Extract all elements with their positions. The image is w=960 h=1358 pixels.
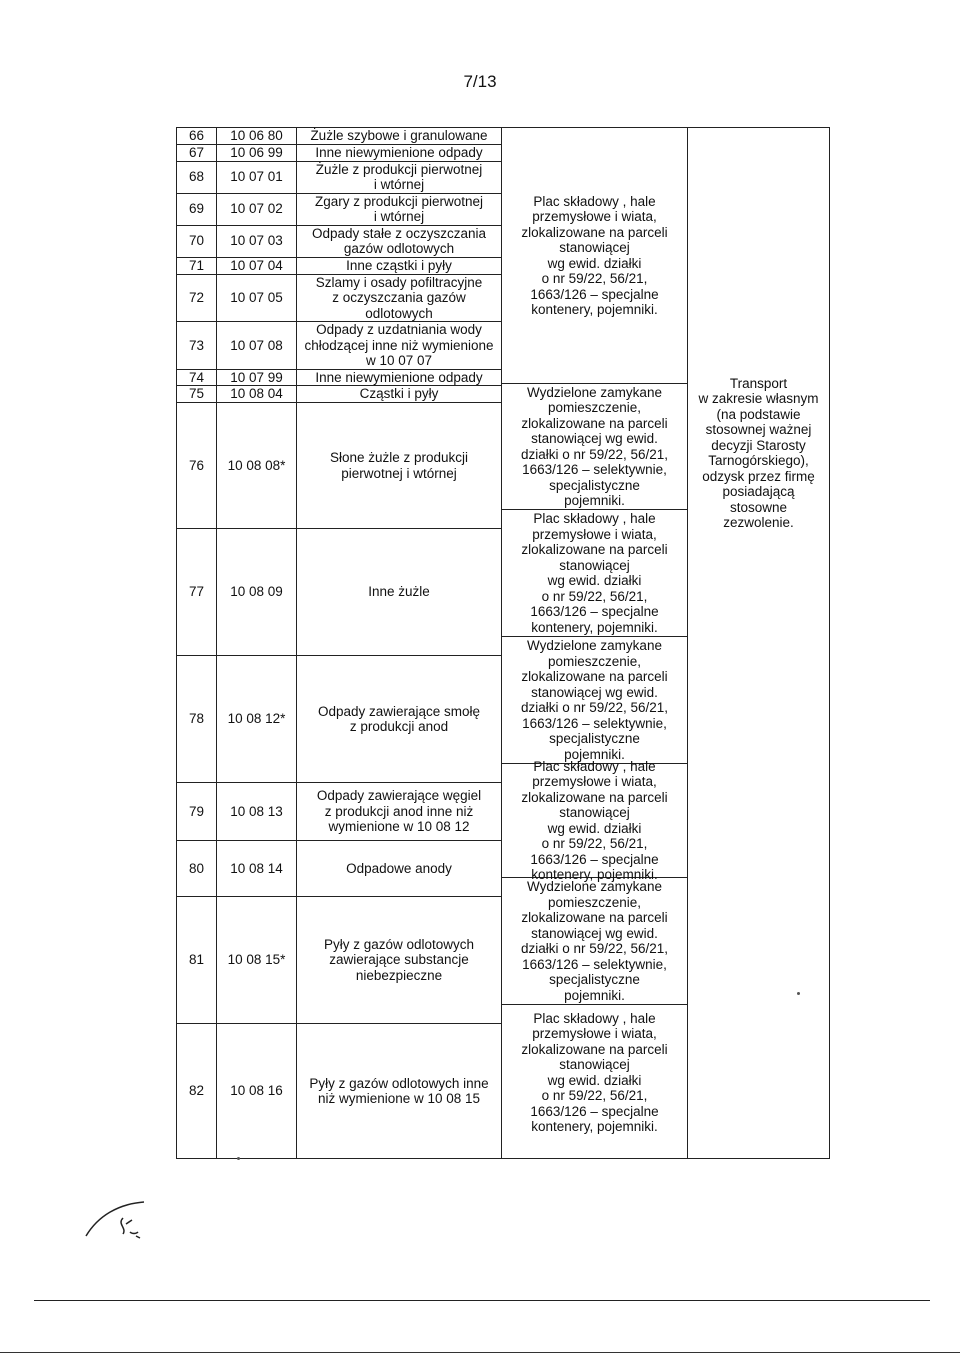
storage-method: Plac składowy , hale przemysłowe i wiata, zlokalizowane na parceli stanowiącej wg ewid. działki o nr 59/22, 56/21, 1663/126 – specjalne kontenery, pojemniki.	[502, 128, 687, 384]
waste-code: 10 08 04	[217, 386, 297, 403]
storage-column	[502, 128, 688, 1159]
waste-code: 10 07 03	[217, 225, 297, 257]
waste-name: Słone żużle z produkcji pierwotnej i wtórnej	[297, 403, 502, 529]
speck	[797, 992, 800, 995]
row-number: 77	[177, 529, 217, 656]
row-number: 79	[177, 783, 217, 841]
waste-table	[176, 127, 830, 1159]
waste-name: Pyły z gazów odlotowych inne niż wymienione w 10 08 15	[297, 1024, 502, 1159]
row-number: 75	[177, 386, 217, 403]
waste-name: Inne cząstki i pyły	[297, 257, 502, 274]
row-number: 69	[177, 193, 217, 225]
storage-method: Plac składowy , hale przemysłowe i wiata, zlokalizowane na parceli stanowiącej wg ewid. działki o nr 59/22, 56/21, 1663/126 – specjalne kontenery, pojemniki.	[502, 510, 687, 637]
page-edge-rule	[0, 1352, 960, 1353]
waste-code: 10 07 99	[217, 369, 297, 386]
waste-code: 10 07 08	[217, 322, 297, 370]
waste-name: Szlamy i osady pofiltracyjne z oczyszczania gazów odlotowych	[297, 274, 502, 322]
waste-code: 10 07 02	[217, 193, 297, 225]
waste-name: Zgary z produkcji pierwotnej i wtórnej	[297, 193, 502, 225]
speck	[237, 1157, 240, 1160]
storage-method: Wydzielone zamykane pomieszczenie, zlokalizowane na parceli stanowiącej wg ewid. działki o nr 59/22, 56/21, 1663/126 – selektywnie, specjalistyczne pojemniki.	[502, 384, 687, 510]
waste-code: 10 08 13	[217, 783, 297, 841]
row-number: 76	[177, 403, 217, 529]
waste-name: Odpady z uzdatniania wody chłodzącej inne niż wymienione w 10 07 07	[297, 322, 502, 370]
waste-name: Odpady zawierające węgiel z produkcji anod inne niż wymienione w 10 08 12	[297, 783, 502, 841]
row-number: 66	[177, 128, 217, 145]
row-number: 72	[177, 274, 217, 322]
waste-name: Pyły z gazów odlotowych zawierające substancje niebezpieczne	[297, 897, 502, 1024]
transport-info: Transport w zakresie własnym (na podstawie stosownej ważnej decyzji Starosty Tarnogórskiego), odzysk przez firmę posiadającą stosowne zezwolenie.	[688, 128, 830, 1159]
waste-code: 10 08 12*	[217, 656, 297, 783]
signature	[78, 1196, 158, 1246]
table-row	[177, 128, 830, 145]
waste-code: 10 07 05	[217, 274, 297, 322]
waste-code: 10 08 16	[217, 1024, 297, 1159]
row-number: 81	[177, 897, 217, 1024]
storage-method: Plac składowy , hale przemysłowe i wiata, zlokalizowane na parceli stanowiącej wg ewid. działki o nr 59/22, 56/21, 1663/126 – specjalne kontenery, pojemniki.	[521, 1010, 668, 1134]
waste-code: 10 07 04	[217, 257, 297, 274]
waste-code: 10 08 15*	[217, 897, 297, 1024]
row-number: 78	[177, 656, 217, 783]
page-number: 7/13	[463, 72, 497, 91]
row-number: 71	[177, 257, 217, 274]
waste-name: Żużle szybowe i granulowane	[297, 128, 502, 145]
storage-method: Plac składowy , hale przemysłowe i wiata, zlokalizowane na parceli stanowiącej wg ewid. działki o nr 59/22, 56/21, 1663/126 – specjalne kontenery, pojemniki.	[502, 764, 687, 878]
row-number: 67	[177, 144, 217, 161]
row-number: 73	[177, 322, 217, 370]
waste-code: 10 07 01	[217, 161, 297, 193]
waste-name: Cząstki i pyły	[297, 386, 502, 403]
waste-code: 10 06 99	[217, 144, 297, 161]
waste-name: Inne niewymienione odpady	[297, 144, 502, 161]
waste-code: 10 06 80	[217, 128, 297, 145]
waste-code: 10 08 14	[217, 841, 297, 897]
waste-name: Inne żużle	[297, 529, 502, 656]
row-number: 70	[177, 225, 217, 257]
row-number: 80	[177, 841, 217, 897]
storage-method: Wydzielone zamykane pomieszczenie, zlokalizowane na parceli stanowiącej wg ewid. działki o nr 59/22, 56/21, 1663/126 – selektywnie, specjalistyczne pojemniki.	[502, 637, 687, 764]
footer-rule	[34, 1300, 930, 1301]
waste-code: 10 08 09	[217, 529, 297, 656]
waste-code: 10 08 08*	[217, 403, 297, 529]
waste-name: Inne niewymienione odpady	[297, 369, 502, 386]
row-number: 74	[177, 369, 217, 386]
row-number: 82	[177, 1024, 217, 1159]
waste-name: Odpadowe anody	[297, 841, 502, 897]
row-number: 68	[177, 161, 217, 193]
storage-method: Wydzielone zamykane pomieszczenie, zlokalizowane na parceli stanowiącej wg ewid. działki o nr 59/22, 56/21, 1663/126 – selektywnie, specjalistyczne pojemniki.	[502, 878, 687, 1005]
waste-name: Żużle z produkcji pierwotnej i wtórnej	[297, 161, 502, 193]
waste-name: Odpady stałe z oczyszczania gazów odlotowych	[297, 225, 502, 257]
waste-name: Odpady zawierające smołę z produkcji anod	[297, 656, 502, 783]
